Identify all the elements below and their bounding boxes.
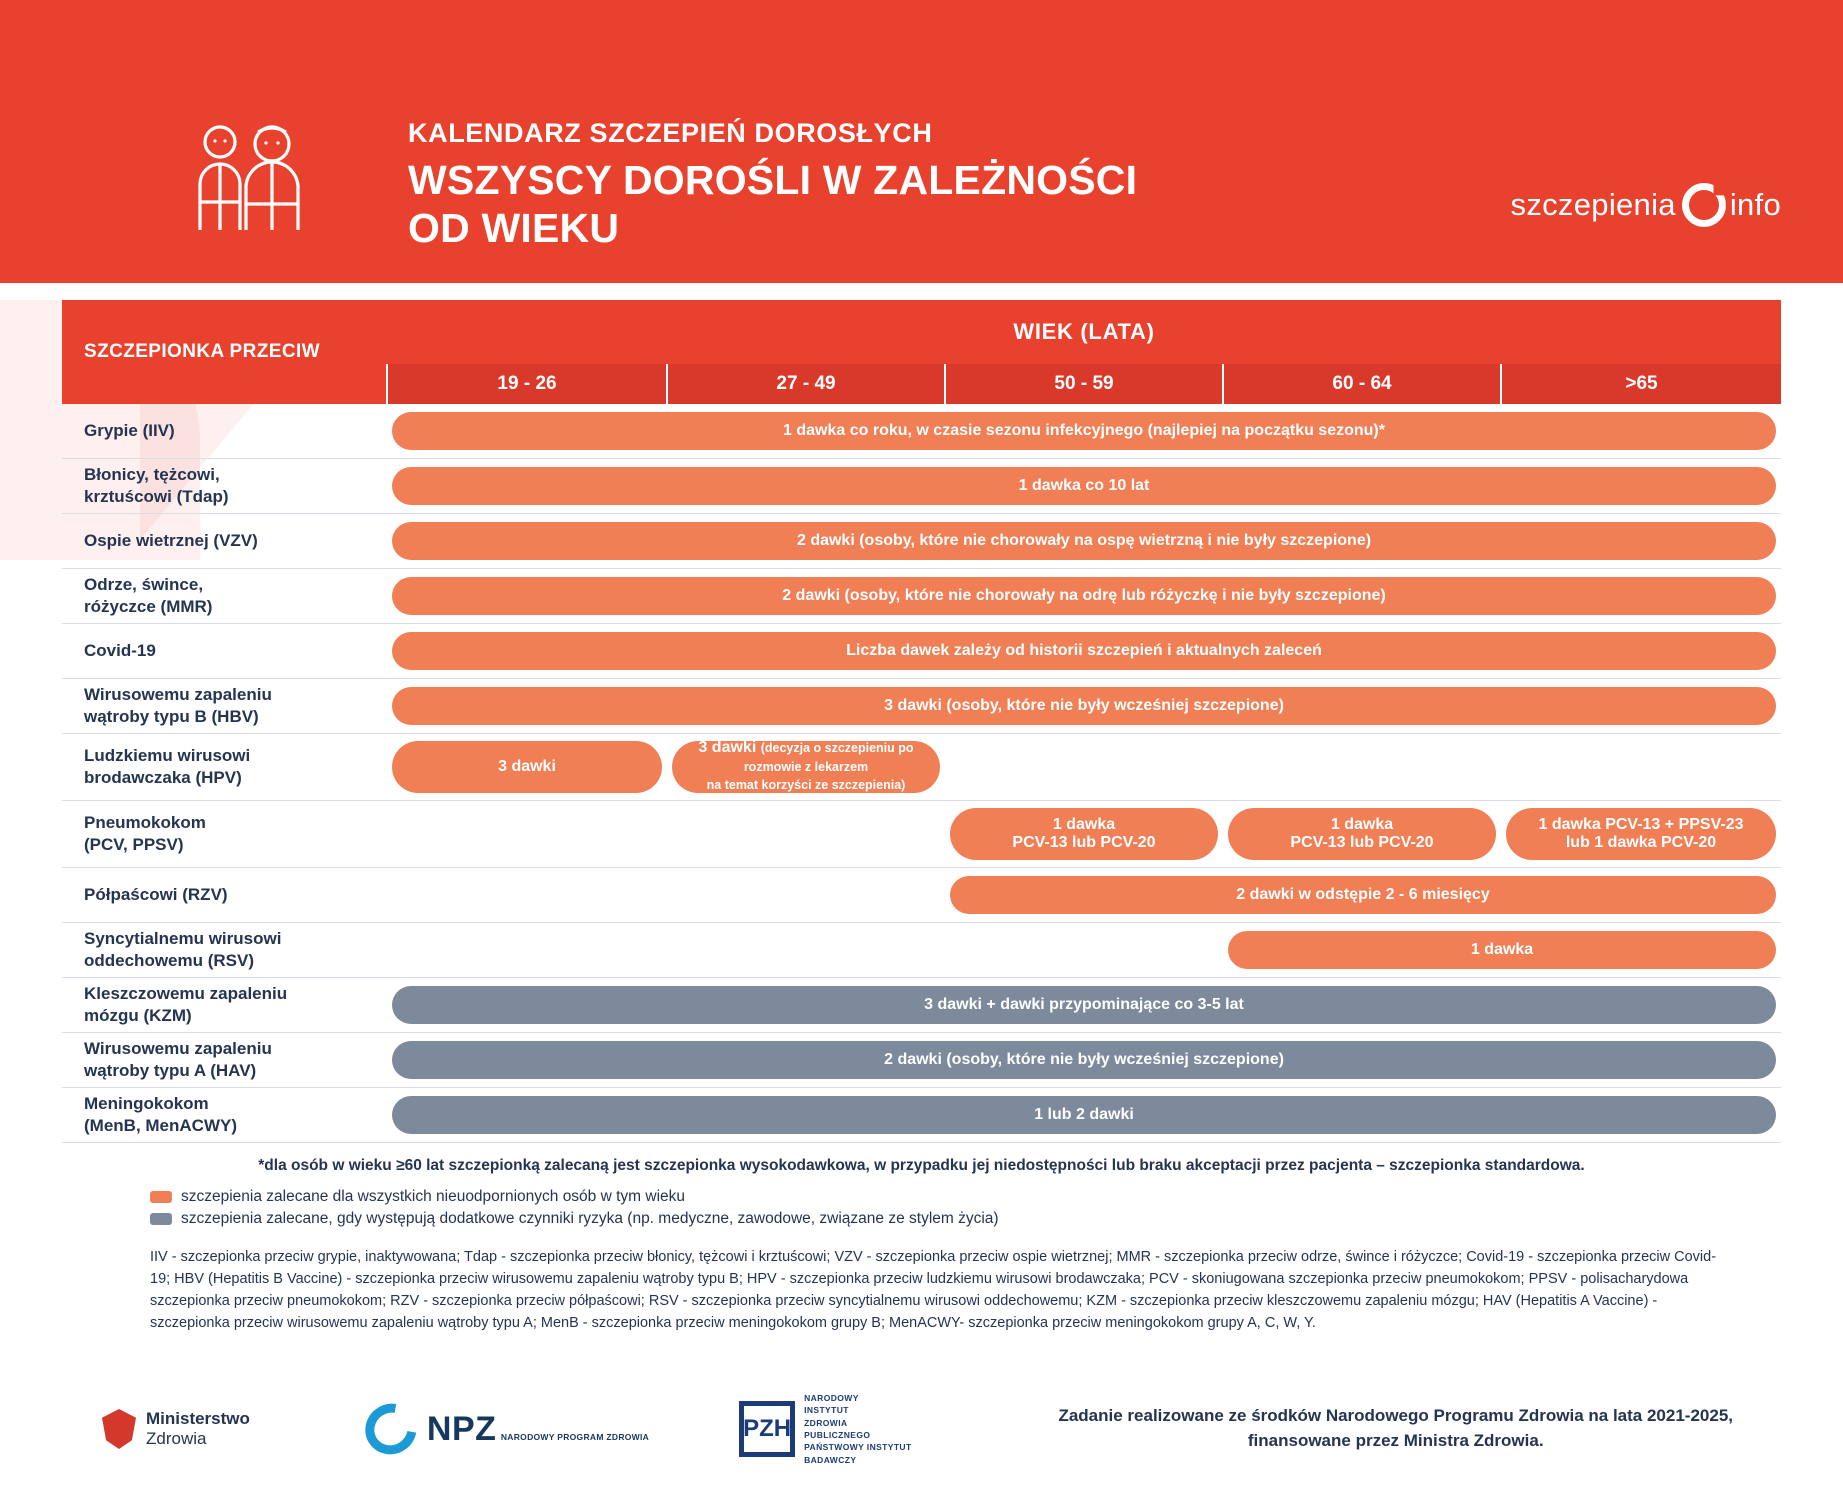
header-kicker: KALENDARZ SZCZEPIEŃ DOROSŁYCH: [408, 118, 933, 148]
schedule-cell: [387, 459, 1781, 514]
schedule-bar[interactable]: 1 dawka PCV-13 + PPSV-23 lub 1 dawka PCV-20: [1506, 808, 1776, 860]
legend-orange: [150, 1188, 1781, 1206]
calendar-sheet: [0, 300, 1843, 1143]
vaccine-name-cell: Grypie (IIV): [62, 404, 387, 459]
age-group-65plus: >65: [1501, 364, 1781, 404]
page-footer: [0, 1379, 1843, 1479]
npz-acronym: NPZ: [426, 1410, 497, 1448]
schedule-cell: [387, 1033, 1781, 1088]
column-header-age: WIEK (LATA): [387, 300, 1781, 364]
ministry-line-1: Ministerstwo: [146, 1409, 250, 1429]
vaccine-name-cell: Wirusowemu zapaleniu wątroby typu A (HAV): [62, 1033, 387, 1088]
vaccine-name-cell: Błonicy, tężcowi, krztuścowi (Tdap): [62, 459, 387, 514]
schedule-cell: [387, 624, 1781, 679]
circle-icon: [1682, 183, 1726, 227]
column-header-vaccine: SZCZEPIONKA PRZECIW: [62, 300, 387, 404]
footnote-asterisk: *dla osób w wieku ≥60 lat szczepionką zalecaną jest szczepionka wysokodawkowa, w przypadku jej niedostępności lub braku akceptacji przez pacjenta – szczepionka standardowa.: [258, 1157, 1585, 1174]
vaccine-name-cell: Ospie wietrznej (VZV): [62, 514, 387, 569]
table-body: [62, 404, 1781, 1143]
schedule-cell: [387, 734, 1781, 801]
page-header: [0, 0, 1843, 283]
schedule-bar[interactable]: 3 dawki (osoby, które nie były wcześniej szczepione): [392, 687, 1776, 725]
footnotes: [0, 1157, 1843, 1334]
legend-orange-label: szczepienia zalecane dla wszystkich nieuodpornionych osób w tym wieku: [181, 1188, 686, 1205]
pzh-mark-icon: PZH: [739, 1401, 795, 1457]
vaccine-name-cell: Covid-19: [62, 624, 387, 679]
funding-note-line1: Zadanie realizowane ze środków Narodowego Programu Zdrowia na lata 2021-2025,: [1058, 1406, 1733, 1426]
age-group-60-64: 60 - 64: [1223, 364, 1501, 404]
funding-note-line2: finansowane przez Ministra Zdrowia.: [1247, 1431, 1544, 1450]
vaccine-name-cell: Meningokokom (MenB, MenACWY): [62, 1088, 387, 1143]
table-row: [62, 404, 1781, 459]
npz-logo: [365, 1404, 649, 1454]
funding-note: [1058, 1404, 1781, 1453]
brand-word-right: info: [1729, 187, 1781, 222]
ministry-of-health-logo: [102, 1409, 250, 1449]
schedule-bar[interactable]: 1 dawka PCV-13 lub PCV-20: [950, 808, 1218, 860]
schedule-cell: [387, 923, 1781, 978]
table-row: [62, 569, 1781, 624]
pzh-logo: [739, 1392, 911, 1466]
header-title-line2: OD WIEKU: [408, 204, 620, 251]
vaccination-calendar-table: [62, 300, 1781, 1143]
legend-orange-swatch: [150, 1191, 172, 1203]
vaccine-name-cell: Półpaścowi (RZV): [62, 868, 387, 923]
abbreviations-text: IIV - szczepionka przeciw grypie, inaktywowana; Tdap - szczepionka przeciw błonicy, tężcowi i krztuścowi; VZV - szczepionka przeciw ospie wietrznej; MMR - szczepionka przeciw odrze, śwince i różyczce; Covid-19 - szczepionka przeciw Covid-19; HBV (Hepatitis B Vaccine) - szczepionka przeciw wirusowemu zapaleniu wątroby typu B; HPV - szczepionka przeciw ludzkiemu wirusowi brodawczaka; PCV - skoniugowana szczepionka przeciw pneumokokom; PPSV - polisacharydowa szczepionka przeciw pneumokokom; RZV - szczepionka przeciw półpaścowi; RSV - szczepionka przeciw syncytialnemu wirusowi oddechowemu; KZM - szczepionka przeciw kleszczowemu zapaleniu mózgu; HAV (Hepatitis A Vaccine) - szczepionka przeciw wirusowemu zapaleniu wątroby typu A; MenB - szczepionka przeciw meningokokom grupy B; MenACWY- szczepionka przeciw meningokokom grupy A, C, W, Y.: [150, 1249, 1717, 1332]
schedule-cell: [387, 801, 1781, 868]
schedule-bar[interactable]: 1 dawka co roku, w czasie sezonu infekcyjnego (najlepiej na początku sezonu)*: [392, 412, 1776, 450]
schedule-cell: [387, 978, 1781, 1033]
legend-grey-label: szczepienia zalecane, gdy występują dodatkowe czynniki ryzyka (np. medyczne, zawodowe, związane ze stylem życia): [181, 1210, 999, 1227]
schedule-bar[interactable]: 2 dawki (osoby, które nie chorowały na odrę lub różyczkę i nie były szczepione): [392, 577, 1776, 615]
table-header-row: [62, 300, 1781, 364]
table-row: [62, 923, 1781, 978]
table-row: [62, 624, 1781, 679]
schedule-bar[interactable]: 1 dawka: [1228, 931, 1776, 969]
schedule-bar[interactable]: 3 dawki: [392, 741, 662, 793]
schedule-bar[interactable]: Liczba dawek zależy od historii szczepień i aktualnych zaleceń: [392, 632, 1776, 670]
schedule-cell: [387, 679, 1781, 734]
brand-word-left: szczepienia: [1510, 187, 1676, 222]
npz-full-name: NARODOWY PROGRAM ZDROWIA: [500, 1432, 650, 1442]
table-row: [62, 1088, 1781, 1143]
table-row: [62, 978, 1781, 1033]
schedule-cell: [387, 569, 1781, 624]
header-title-line1: WSZYSCY DOROŚLI W ZALEŻNOŚCI: [408, 157, 1138, 203]
table-row: [62, 868, 1781, 923]
table-row: [62, 514, 1781, 569]
eagle-icon: [102, 1409, 136, 1449]
schedule-bar[interactable]: 2 dawki (osoby, które nie były wcześniej szczepione): [392, 1041, 1776, 1079]
swoosh-icon: [355, 1394, 426, 1465]
table-row: [62, 679, 1781, 734]
schedule-cell: [387, 1088, 1781, 1143]
two-people-icon: [186, 122, 314, 237]
age-group-50-59: 50 - 59: [945, 364, 1223, 404]
ministry-line-2: Zdrowia: [146, 1429, 207, 1448]
vaccine-name-cell: Ludzkiemu wirusowi brodawczaka (HPV): [62, 734, 387, 801]
table-row: [62, 459, 1781, 514]
vaccine-name-cell: Pneumokokom (PCV, PPSV): [62, 801, 387, 868]
schedule-bar[interactable]: 1 dawka co 10 lat: [392, 467, 1776, 505]
vaccine-name-cell: Syncytialnemu wirusowi oddechowemu (RSV): [62, 923, 387, 978]
szczepienia-info-logo: [1511, 183, 1781, 227]
table-row: [62, 1033, 1781, 1088]
schedule-bar[interactable]: 1 lub 2 dawki: [392, 1096, 1776, 1134]
legend-grey: [150, 1210, 1781, 1228]
vaccine-name-cell: Wirusowemu zapaleniu wątroby typu B (HBV): [62, 679, 387, 734]
schedule-cell: [387, 404, 1781, 459]
schedule-bar[interactable]: 3 dawki (decyzja o szczepieniu po rozmowie z lekarzem na temat korzyści ze szczepienia): [672, 741, 940, 793]
schedule-bar[interactable]: 2 dawki (osoby, które nie chorowały na ospę wietrzną i nie były szczepione): [392, 522, 1776, 560]
legend-grey-swatch: [150, 1213, 172, 1225]
age-group-27-49: 27 - 49: [667, 364, 945, 404]
schedule-cell: [387, 514, 1781, 569]
age-group-19-26: 19 - 26: [387, 364, 667, 404]
schedule-bar[interactable]: 1 dawka PCV-13 lub PCV-20: [1228, 808, 1496, 860]
schedule-bar[interactable]: 3 dawki + dawki przypominające co 3-5 lat: [392, 986, 1776, 1024]
schedule-bar[interactable]: 2 dawki w odstępie 2 - 6 miesięcy: [950, 876, 1776, 914]
table-row: [62, 801, 1781, 868]
vaccine-name-cell: Kleszczowemu zapaleniu mózgu (KZM): [62, 978, 387, 1033]
table-row: [62, 734, 1781, 801]
pzh-full-name: NARODOWY INSTYTUT ZDROWIA PUBLICZNEGO PAŃSTWOWY INSTYTUT BADAWCZY: [804, 1393, 912, 1465]
schedule-cell: [387, 868, 1781, 923]
vaccine-name-cell: Odrze, śwince, różyczce (MMR): [62, 569, 387, 624]
